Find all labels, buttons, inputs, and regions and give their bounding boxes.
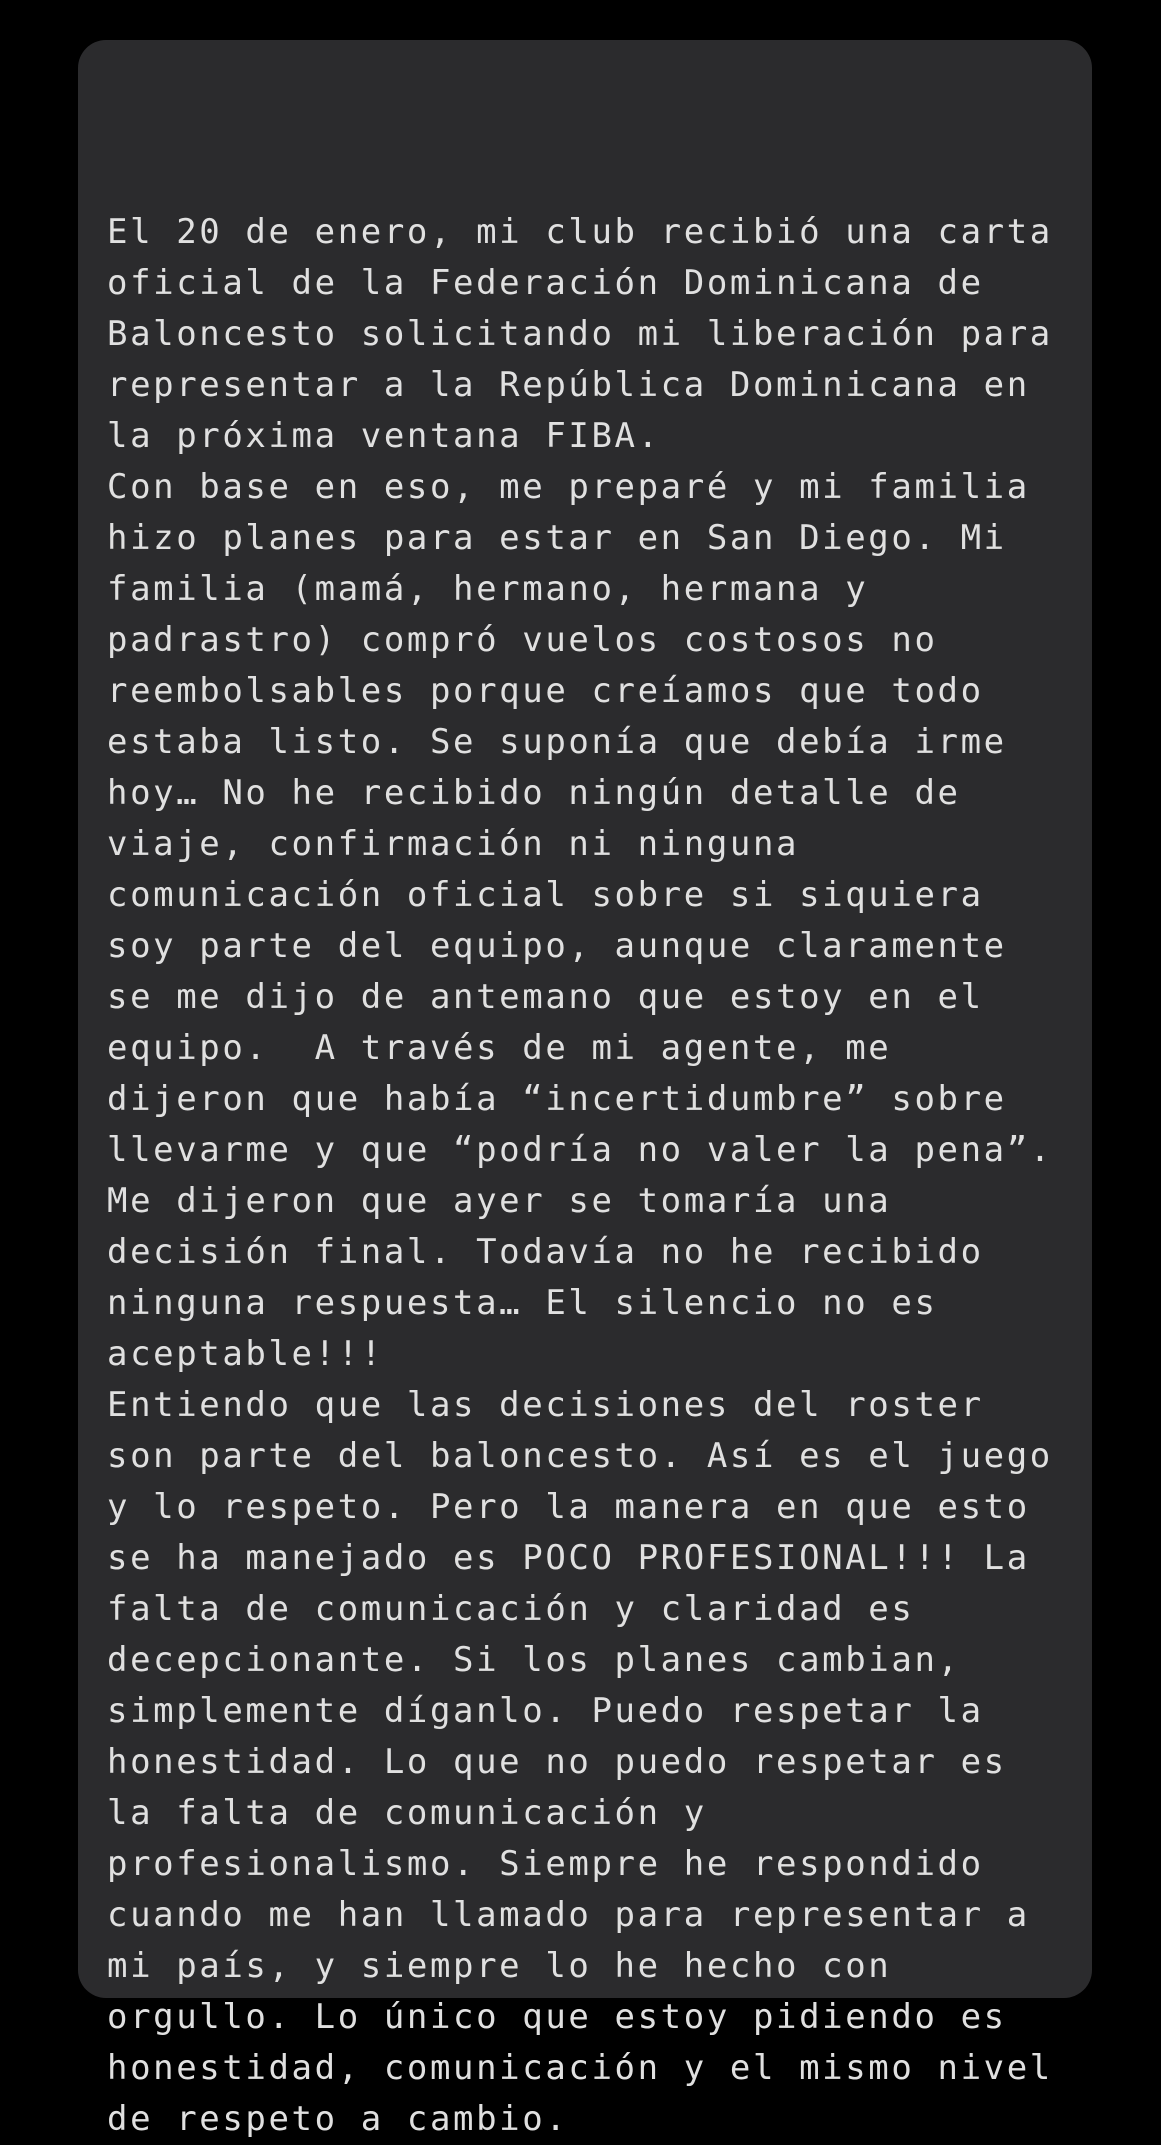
note-line: Baloncesto solicitando mi liberación para	[107, 314, 1053, 354]
note-line: reembolsables porque creíamos que todo	[107, 671, 984, 711]
note-line: El 20 de enero, mi club recibió una carta	[107, 212, 1053, 252]
note-line: la próxima ventana FIBA.	[107, 416, 661, 456]
note-line: estaba listo. Se suponía que debía irme	[107, 722, 1007, 762]
note-line: falta de comunicación y claridad es	[107, 1589, 915, 1629]
note-line: orgullo. Lo único que estoy pidiendo es	[107, 1997, 1007, 2037]
note-line: padrastro) compró vuelos costosos no	[107, 620, 938, 660]
note-line: decepcionante. Si los planes cambian,	[107, 1640, 961, 1680]
note-line: viaje, confirmación ni ninguna	[107, 824, 800, 864]
note-line: mi país, y siempre lo he hecho con	[107, 1946, 892, 1986]
note-line: hoy… No he recibido ningún detalle de	[107, 773, 961, 813]
note-line: se ha manejado es POCO PROFESIONAL!!! La	[107, 1538, 1030, 1578]
note-line: Entiendo que las decisiones del roster	[107, 1385, 984, 1425]
note-line: soy parte del equipo, aunque claramente	[107, 926, 1007, 966]
note-line: hizo planes para estar en San Diego. Mi	[107, 518, 1007, 558]
note-line: Con base en eso, me preparé y mi familia	[107, 467, 1030, 507]
note-line: oficial de la Federación Dominicana de	[107, 263, 984, 303]
note-line: comunicación oficial sobre si siquiera	[107, 875, 984, 915]
note-line: dijeron que había “incertidumbre” sobre	[107, 1079, 1007, 1119]
note-line: familia (mamá, hermano, hermana y	[107, 569, 869, 609]
note-text-block	[107, 54, 1064, 2145]
note-line: la falta de comunicación y	[107, 1793, 707, 1833]
note-line: decisión final. Todavía no he recibido	[107, 1232, 984, 1272]
note-line: de respeto a cambio.	[107, 2099, 569, 2139]
note-line: ninguna respuesta… El silencio no es	[107, 1283, 938, 1323]
note-line: aceptable!!!	[107, 1334, 384, 1374]
note-line: llevarme y que “podría no valer la pena”.	[107, 1130, 1053, 1170]
note-line: Me dijeron que ayer se tomaría una	[107, 1181, 892, 1221]
note-card	[78, 40, 1092, 2139]
note-line: cuando me han llamado para representar a	[107, 1895, 1030, 1935]
note-line: profesionalismo. Siempre he respondido	[107, 1844, 984, 1884]
note-line: honestidad. Lo que no puedo respetar es	[107, 1742, 1007, 1782]
note-line: equipo. A través de mi agente, me	[107, 1028, 892, 1068]
note-line: se me dijo de antemano que estoy en el	[107, 977, 984, 1017]
note-line: y lo respeto. Pero la manera en que esto	[107, 1487, 1030, 1527]
note-line: son parte del baloncesto. Así es el juego	[107, 1436, 1053, 1476]
note-line: simplemente díganlo. Puedo respetar la	[107, 1691, 984, 1731]
note-line: honestidad, comunicación y el mismo nivel	[107, 2048, 1053, 2088]
note-line: representar a la República Dominicana en	[107, 365, 1030, 405]
